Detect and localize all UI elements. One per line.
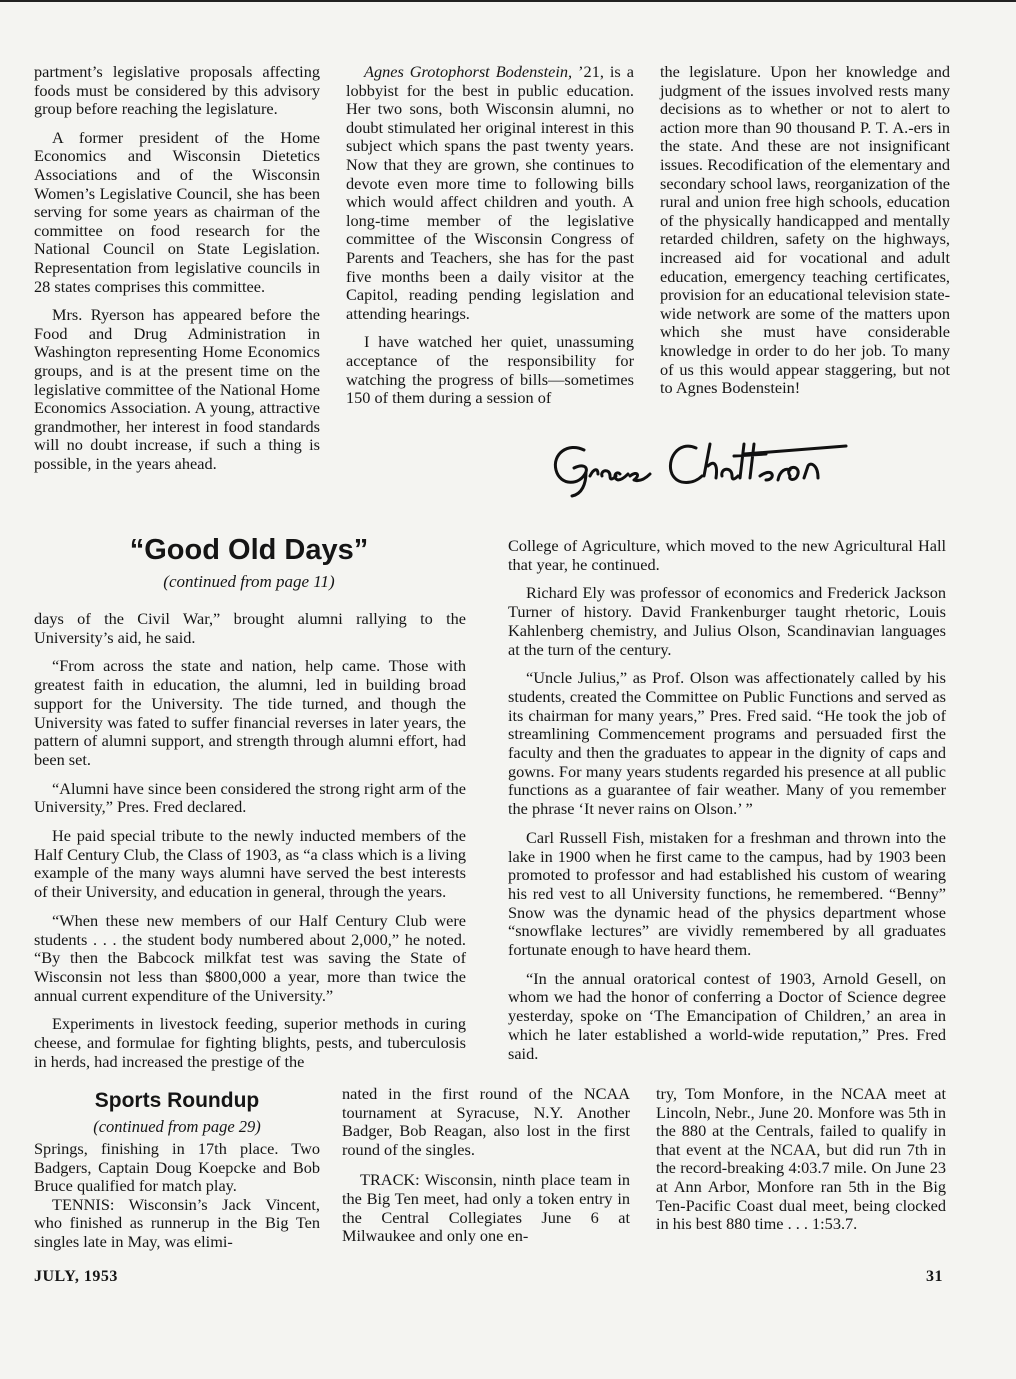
paragraph: days of the Civil War,” brought alumni rallying to the University’s aid, he said.: [34, 609, 466, 647]
sports-column-3: [656, 1085, 946, 1244]
page-number: 31: [926, 1268, 943, 1285]
good-old-days-header: [34, 530, 464, 592]
paragraph-text: Wisconsin, ninth place team in the Big Ten meet, had only a token entry in the Central Collegiates June 6 at Milwaukee and only one en-: [342, 1170, 630, 1246]
paragraph: Richard Ely was professor of economics and Frederick Jackson Turner of history. David Frankenburger taught rhetoric, Louis Kahlenberg chemistry, and Julius Olson, Scandinavian languages at the turn of the century.: [508, 583, 946, 659]
paragraph-text: Wisconsin’s Jack Vincent, who finished as runnerup in the Big Ten singles late in May, was elimi-: [34, 1194, 320, 1251]
paragraph: “When these new members of our Half Century Club were students . . . the student body numbered about 2,000,” he noted. “By then the Babcock milkfat test was saving the State of Wisconsin not less than $800,000 a year, more than twice the annual current expenditure of the University.”: [34, 910, 466, 1005]
paragraph: “Alumni have since been considered the strong right arm of the University,” Pres. Fred declared.: [34, 778, 466, 817]
person-name: Agnes Grotophorst Bodenstein,: [364, 62, 573, 81]
paragraph-text: ’21, is a lobbyist for the best in public education. Her two sons, both Wisconsin alumni, no doubt stimulated her original interest in this subject which spans the past twenty years. Now that they are grown, she continues to devote even more time to following bills which would affect children and youth. A long-time member of the legislative committee of the Wisconsin Congress of Parents and Teachers, she has for the past five months been a daily visitor at the Capitol, reading pending legislation and attending hearings.: [346, 62, 634, 323]
paragraph: [346, 63, 634, 323]
sports-column-1: [34, 1140, 320, 1262]
article-title: “Good Old Days”: [129, 534, 369, 566]
paragraph: He paid special tribute to the newly inducted members of the Half Century Club, the Class of 1903, as “a class which is a living example of the many ways alumni have served the best interests of their University, and education in general, through the years.: [34, 826, 466, 902]
paragraph: I have watched her quiet, unassuming acceptance of the responsibility for watching the progress of bills—sometimes 150 of them during a session of: [346, 332, 634, 408]
top-column-3: [660, 63, 950, 408]
issue-date: JULY, 1953: [34, 1268, 118, 1285]
paragraph: “Uncle Julius,” as Prof. Olson was affectionately called by his students, created the Committee on Public Functions and served as its chairman for many years,” Pres. Fred said. “He took the job of streamlining Commencement programs and persuaded first the faculty and then the graduates to appear in the dignity of caps and gowns. For many years students regarded his presence at all public functions as a guarantee of fair weather. Many of you remember the phrase ‘It never rains on Olson.’ ”: [508, 668, 946, 819]
signature-graphic: [546, 436, 886, 498]
top-column-2: [346, 63, 634, 418]
article-title: Sports Roundup: [94, 1089, 260, 1112]
paragraph: the legislature. Upon her knowledge and judgment of the issues involved rests many decisions as to whether or not to alert to action more than 90 thousand P. T. A.-ers in the state. And these are not insignificant issues. Recodification of the elementary and secondary school laws, reorganization of the rural and union free high schools, education of the physically handicapped and mentally retarded children, safety on the highways, increased aid for vocational and adult education, emergency teaching certificates, provision for an educational television state-wide network are some of the matters upon which she must have considerable knowledge in order to do her job. To many of us this would appear staggering, but not to Agnes Bodenstein!: [660, 62, 950, 398]
paragraph: A former president of the Home Economics and Wisconsin Dietetics Associations and of the Wisconsin Women’s Legislative Council, she has been serving for some years as chairman of the committee on food research for the National Council on State Legislation. Representation from legislative councils in 28 states comprises this committee.: [34, 127, 320, 296]
paragraph: Springs, finishing in 17th place. Two Badgers, Captain Doug Koepcke and Bob Bruce qualified for match play.: [34, 1139, 320, 1196]
section-label: TENNIS:: [52, 1194, 115, 1214]
section-label: TRACK:: [360, 1170, 420, 1190]
paragraph: Mrs. Ryerson has appeared before the Food and Drug Administration in Washington representing Home Economics groups, and is at the present time on the legislative committee of the National Home Economics Association. A young, attractive grandmother, her interest in food standards will no doubt increase, if such a thing is possible, in the years ahead.: [34, 305, 320, 473]
continued-note: (continued from page 29): [93, 1117, 261, 1136]
scan-edge-line: [0, 0, 1016, 2]
paragraph: “From across the state and nation, help came. Those with greatest faith in education, the alumni, led in building broad support for the University. The tide turned, and though the University was fated to suffer financial reverses in later years, the pattern of alumni support, and strength through alumni effort, had been set.: [34, 656, 466, 769]
top-column-1: [34, 63, 320, 483]
good-old-days-left-column: [34, 610, 466, 1081]
continued-note: (continued from page 11): [163, 572, 335, 591]
paragraph: “In the annual oratorical contest of 1903, Arnold Gesell, on whom we had the honor of conferring a Doctor of Science degree yesterday, spoke on ‘The Emancipation of Children,’ an area in which he later established a world-wide reputation,” Pres. Fred said.: [508, 968, 946, 1063]
paragraph: partment’s legislative proposals affecting foods must be considered by this advisory group before reaching the legislature.: [34, 62, 320, 119]
paragraph: try, Tom Monfore, in the NCAA meet at Lincoln, Nebr., June 20. Monfore was 5th in the 880 at the Centrals, failed to qualify in that event at the NCAA, but did run 7th in the record-breaking 4:03.7 mile. On June 23 at Ann Arbor, Monfore ran 5th in the Big Ten-Pacific Coast dual meet, being clocked in his best 880 time . . . 1:53.7.: [656, 1084, 946, 1234]
paragraph: [342, 1171, 630, 1245]
paragraph: Experiments in livestock feeding, superior methods in curing cheese, and formulae for fighting blights, pests, and tuberculosis in herds, had increased the prestige of the: [34, 1014, 466, 1071]
paragraph: Carl Russell Fish, mistaken for a freshman and thrown into the lake in 1900 when he first came to the campus, had by 1903 been promoted to professor and had established his custom of wearing his red vest to all University functions, he remembered. “Benny” Snow was the dynamic head of the physics department whose “snowflake lectures” are vividly remembered by all graduates fortunate enough to have heard them.: [508, 827, 946, 960]
paragraph: nated in the first round of the NCAA tournament at Syracuse, N.Y. Another Badger, Bob Reagan, also lost in the first round of the singles.: [342, 1084, 630, 1159]
sports-roundup-header: [34, 1088, 320, 1137]
good-old-days-right-column: [508, 537, 946, 1073]
paragraph: [34, 1196, 320, 1252]
sports-column-2: [342, 1085, 630, 1256]
paragraph: College of Agriculture, which moved to the new Agricultural Hall that year, he continued.: [508, 536, 946, 574]
